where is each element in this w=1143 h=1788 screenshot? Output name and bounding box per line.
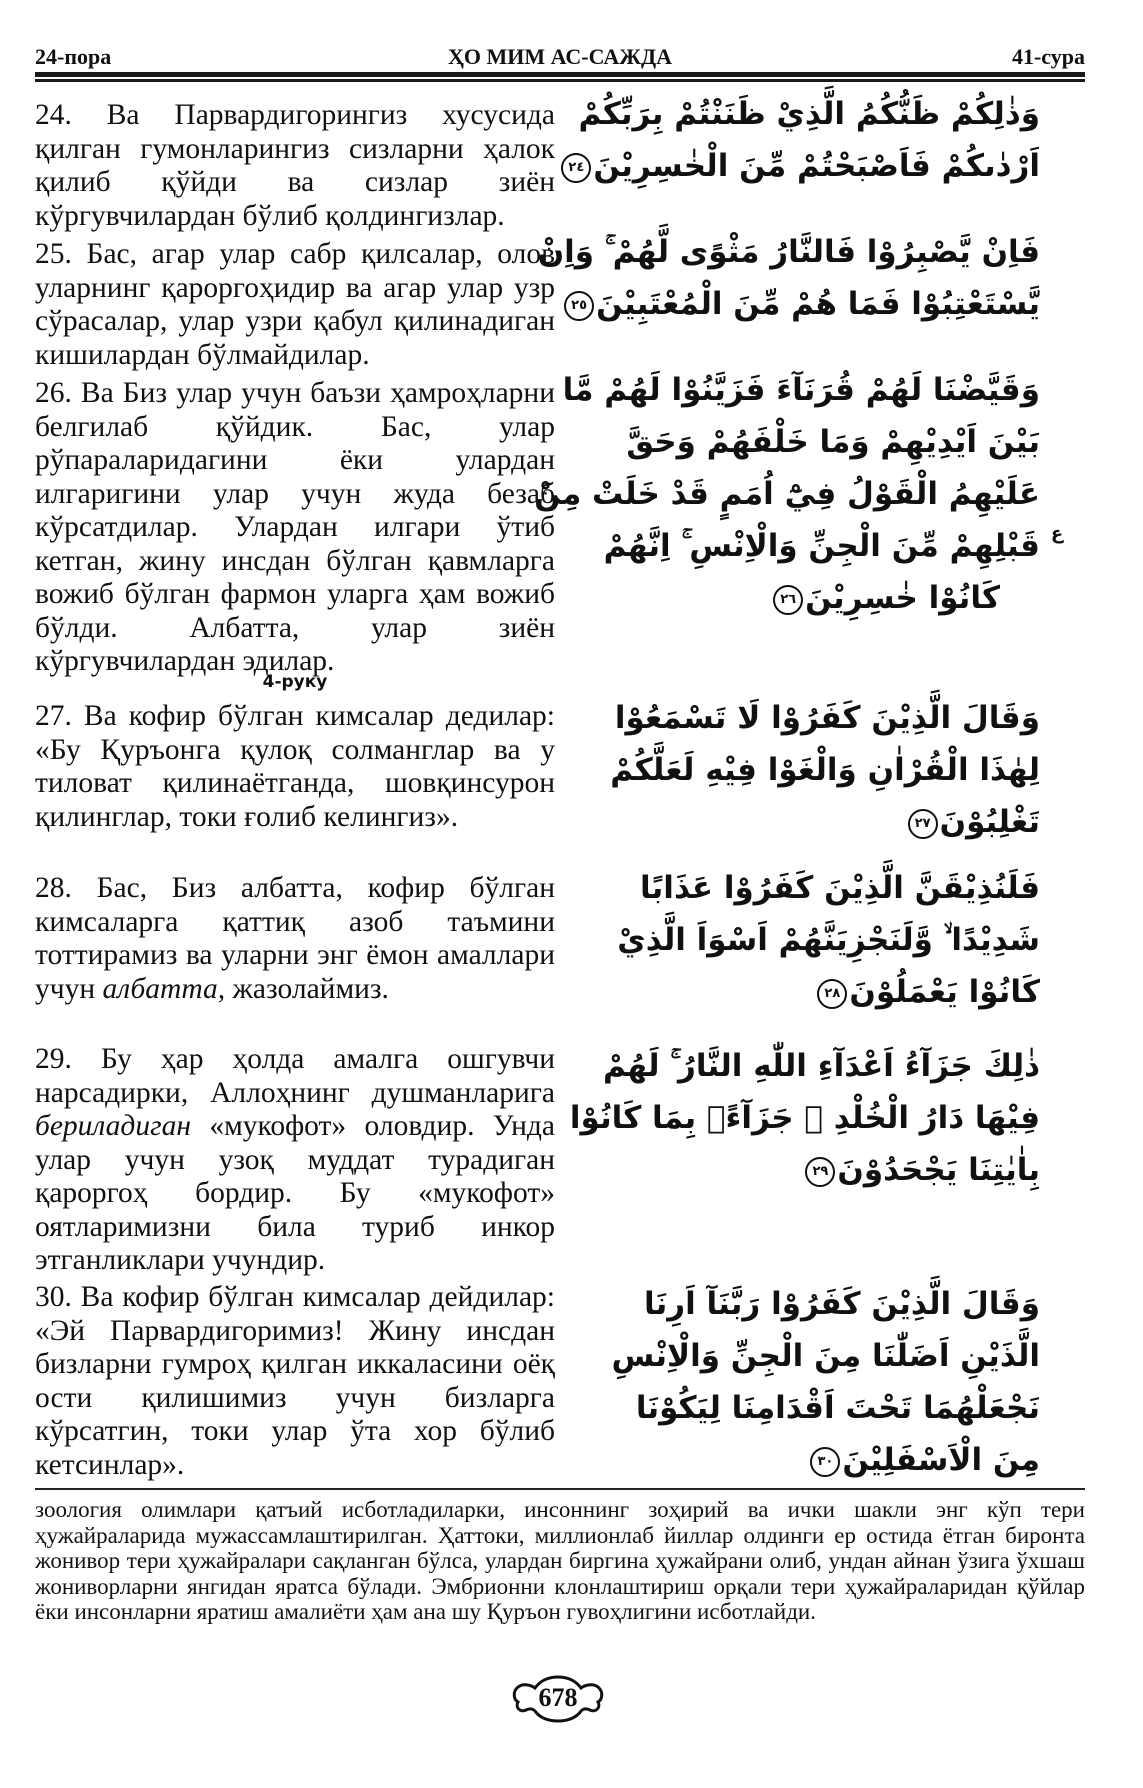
section-marker: 4-руку [262,672,328,692]
verse-translation-29 [35,1043,555,1278]
verse-italic-text: бериладиган [35,1110,191,1142]
verse-arabic-27 [590,692,1040,848]
verse-translation-28 [35,872,555,1006]
verse-text: 29. Бу ҳар ҳолда амалга ошгувчи нарсадирки, Аллоҳнинг душманларига [35,1043,555,1109]
arabic-line: يَّسْتَعْتِبُوْا فَمَا هُمْ مِّنَ الْمُعْتَبِيْنَ [596,286,1040,322]
verse-text: жазолаймиз. [225,972,389,1005]
verse-translation-30: 30. Ва кофир бўлган кимсалар дейдилар: «Эй Парвардигоримиз! Жину инсдан бизларни гумроҳ қилган иккаласини оёқ ости қилишимиз учун бизларга кўрсатгин, токи улар ўта хор бўлиб кетсинлар». [35,1281,555,1481]
arabic-line: كَانُوْا خٰسِرِيْنَ [805,580,1000,616]
footnote-text: зоология олимлари қатъий исботладиларки, инсоннинг зоҳирий ва ички шакли энг кўп тери ҳужайраларида мужассамлаштирилган. Ҳаттоки, миллионлаб йиллар олдинги ер остида ётган биронта жонивор тери ҳужайралари сақланган бўлса, улардан биргина ҳужайрани олиб, ундан айнан ўзига ўхшаш жониворларни янгидан яратса бўлади. Эмбрионни клонлаштириш орқали тери ҳужайраларидан қўйлар ёки инсонларни яратиш амалиёти ҳам ана шу Қуръон гувоҳлигини исботлайди. [35,1497,1085,1624]
arabic-line: فِيْهَا دَارُ الْخُلْدِ ۗ جَزَآءًۢ بِمَا كَانُوْا [569,1100,1040,1136]
verse-arabic-29 [569,1040,1040,1196]
juz-label: 24-пора [35,44,112,69]
verse-arabic-24 [568,88,1040,192]
verse-translation-26: 26. Ва Биз улар учун баъзи ҳамроҳларни белгилаб қўйдик. Бас, улар рўпараларидагини ёки улардан илгаригини улар учун жуда безаб кўрсатдилар. Улардан илгари ўтиб кетган, жину инсдан бўлган қавмларга вожиб бўлган фармон уларга ҳам вожиб бўлди. Албатта, улар зиён кўргувчилардан эдилар. [35,377,555,677]
arabic-line: وَقَالَ الَّذِيْنَ كَفَرُوْا لَا تَسْمَعُوْا [614,700,1040,736]
surah-number-label: 41-сура [1011,44,1085,69]
running-header [35,38,1085,70]
verse-end-mark-icon: ٢٦ [773,585,803,615]
verse-translation-27: 27. Ва кофир бўлган кимсалар дедилар: «Бу Қуръонга қулоқ солманглар ва у тиловат қилинаётганда, шовқинсурон қилинглар, токи ғолиб келингиз». [35,700,555,833]
verse-translation-25: 25. Бас, агар улар сабр қилсалар, олов уларнинг қароргоҳидир ва агар улар узр сўрасалар, улар узри қабул қилинадиган кишилардан бўлмайдилар. [35,238,555,371]
verse-text: «мукофот» оловдир. Унда улар учун узоқ муддат турадиган қароргоҳ бордир. Бу «мукофот» оятларимизни била туриб инкор этганликлари учундир. [35,1110,555,1276]
arabic-line: نَجْعَلْهُمَا تَحْتَ اَقْدَامِنَا لِيَكُوْنَا [635,1390,1040,1426]
verse-end-mark-icon: ٢٧ [908,809,938,839]
arabic-line: ذٰلِكَ جَزَآءُ اَعْدَآءِ اللّٰهِ النَّارُ ۚ لَهُمْ [603,1048,1040,1084]
verse-arabic-30 [590,1278,1040,1486]
arabic-line: مِنَ الْاَسْفَلِيْنَ [842,1442,1040,1478]
ruku-marker-icon: ع [1050,523,1064,544]
arabic-line: اَرْدٰىكُمْ فَاَصْبَحْتُمْ مِّنَ الْخٰسِرِيْنَ [593,148,1040,184]
footnote-divider [35,1488,1085,1490]
verse-end-mark-icon: ٣٠ [810,1447,840,1477]
arabic-line: بَيْنَ اَيْدِيْهِمْ وَمَا خَلْفَهُمْ وَحَقَّ [626,424,1040,460]
verse-italic-text: албатта, [102,972,226,1005]
page-number: 678 [538,1683,578,1712]
arabic-line: فَلَنُذِيْقَنَّ الَّذِيْنَ كَفَرُوْا عَذَابًا [640,870,1040,906]
surah-title: ҲО МИМ АС-САЖДА [447,44,673,69]
verse-translation-24: 24. Ва Парвардигорингиз хусусида қилган гумонларингиз сизларни ҳалок қилиб қўйди ва сизлар зиён кўргувчилардан бўлиб қолдингизлар. [35,99,555,232]
arabic-line: وَقَالَ الَّذِيْنَ كَفَرُوْا رَبَّنَآ اَرِنَا [643,1286,1040,1322]
arabic-line: لِهٰذَا الْقُرْاٰنِ وَالْغَوْا فِيْهِ لَعَلَّكُمْ [610,752,1040,788]
verse-arabic-25 [537,226,1040,330]
arabic-line: وَقَيَّضْنَا لَهُمْ قُرَنَآءَ فَزَيَّنُوْا لَهُمْ مَّا [562,372,1040,408]
arabic-line: عَلَيْهِمُ الْقَوْلُ فِيْٓ اُمَمٍ قَدْ خَلَتْ مِنْ [534,476,1040,512]
page-number-badge [511,1674,605,1724]
arabic-line: شَدِيْدًا ۙ وَّلَنَجْزِيَنَّهُمْ اَسْوَاَ الَّذِيْ [617,922,1040,958]
verse-arabic-26 [534,364,1040,624]
arabic-line: الَّذَيْنِ اَضَلّٰنَا مِنَ الْجِنِّ وَالْاِنْسِ [611,1338,1040,1374]
verse-arabic-28 [590,862,1040,1018]
verse-text: 28. Бас, Биз албатта, кофир бўлган кимсаларга қаттиқ азоб таъмини тоттирамиз ва уларни энг ёмон амаллари учун [35,872,555,1005]
verse-end-mark-icon: ٢٥ [564,291,594,321]
arabic-line: فَاِنْ يَّصْبِرُوْا فَالنَّارُ مَثْوًى لَّهُمْ ۚ وَاِنْ [537,234,1040,270]
header-rule-thick [35,72,1085,77]
arabic-line: قَبْلِهِمْ مِّنَ الْجِنِّ وَالْاِنْسِ ۚ اِنَّهُمْ [603,528,1040,564]
arabic-line: وَذٰلِكُمْ ظَنُّكُمُ الَّذِيْ ظَنَنْتُمْ بِرَبِّكُمْ [578,96,1040,132]
arabic-line: كَانُوْا يَعْمَلُوْنَ [849,974,1040,1010]
arabic-line: تَغْلِبُوْنَ [939,804,1040,840]
verse-end-mark-icon: ٢٤ [561,153,591,183]
arabic-line: بِاٰيٰتِنَا يَجْحَدُوْنَ [837,1152,1040,1188]
header-rule-thin [35,79,1085,82]
verse-end-mark-icon: ٢٨ [817,979,847,1009]
verse-end-mark-icon: ٢٩ [805,1157,835,1187]
